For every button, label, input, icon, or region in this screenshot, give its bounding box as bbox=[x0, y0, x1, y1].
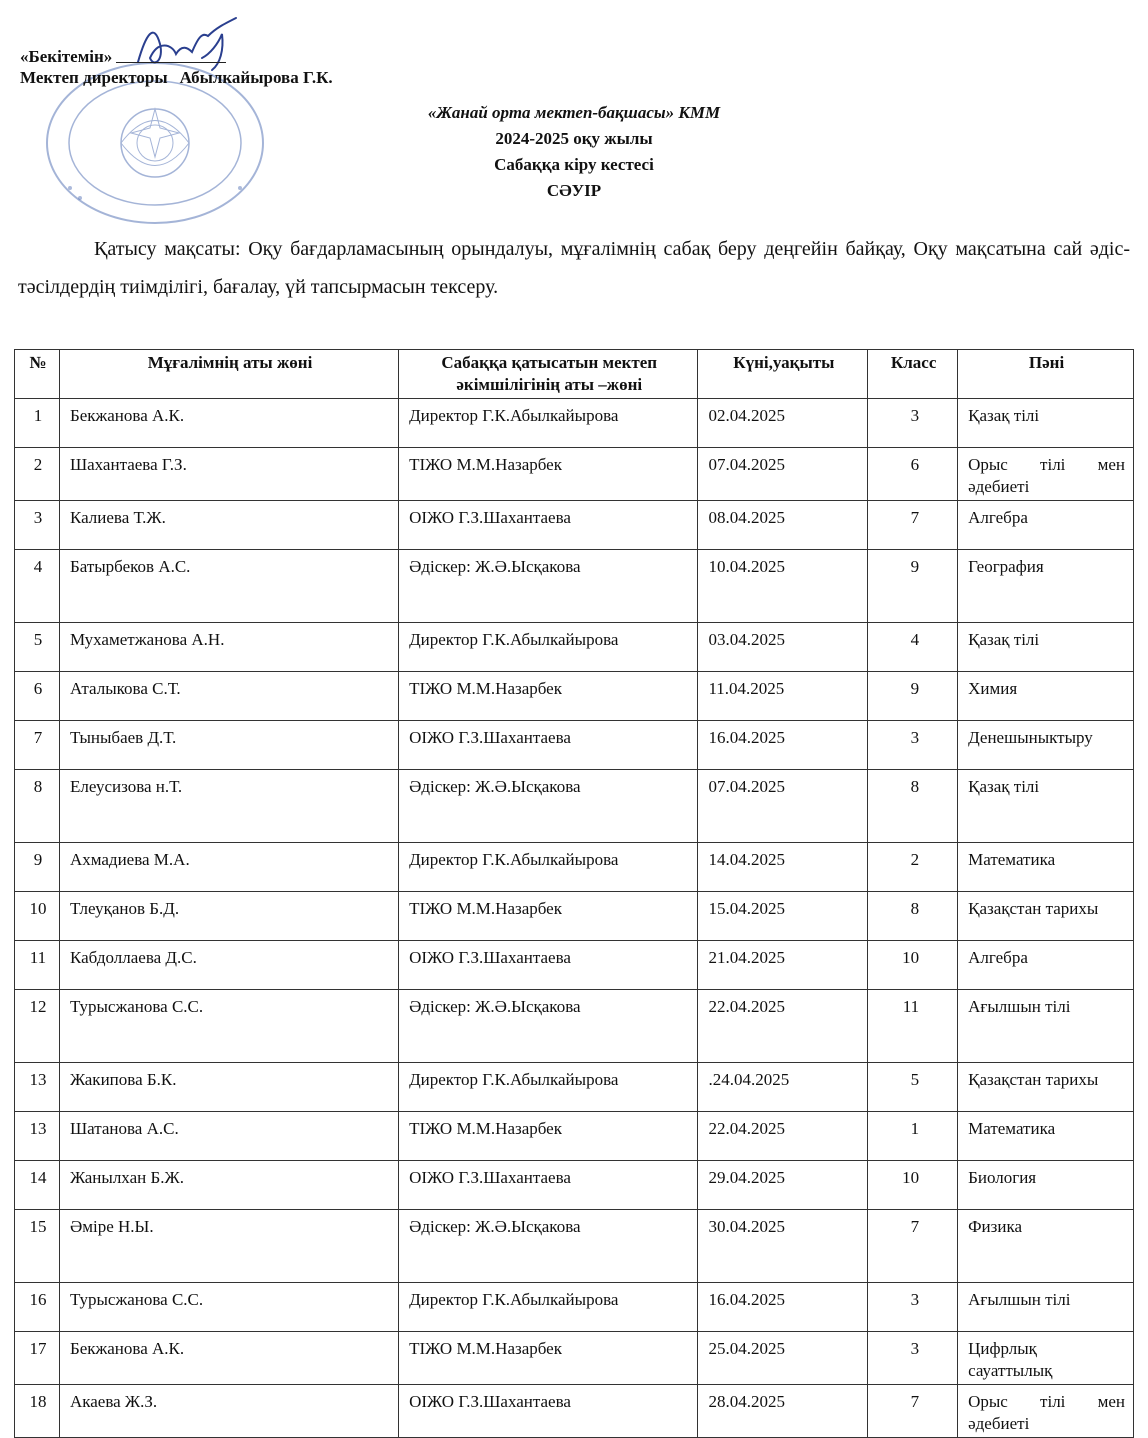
row-number: 8 bbox=[15, 770, 60, 843]
table-row bbox=[15, 770, 1134, 843]
header-admin: Сабаққа қатысатын мектеп әкімшілігінің аты –жөні bbox=[399, 350, 698, 399]
subject-name: Қазақстан тарихы bbox=[958, 1063, 1134, 1112]
table-row bbox=[15, 721, 1134, 770]
header-date: Күні,уақыты bbox=[698, 350, 868, 399]
admin-name: Әдіскер: Ж.Ә.Ысқакова bbox=[399, 990, 698, 1063]
subject-name: Ағылшын тілі bbox=[958, 1283, 1134, 1332]
visit-date: .24.04.2025 bbox=[698, 1063, 868, 1112]
subject-name: География bbox=[958, 550, 1134, 623]
table-row bbox=[15, 448, 1134, 501]
visit-date: 15.04.2025 bbox=[698, 892, 868, 941]
subject-name: Орыс тілі мен әдебиеті bbox=[958, 448, 1134, 501]
table-row bbox=[15, 1332, 1134, 1385]
teacher-name: Елеусизова н.Т. bbox=[59, 770, 398, 843]
admin-name: ТІЖО М.М.Назарбек bbox=[399, 1112, 698, 1161]
teacher-name: Тыныбаев Д.Т. bbox=[59, 721, 398, 770]
admin-name: ОІЖО Г.З.Шахантаева bbox=[399, 1161, 698, 1210]
class-number: 8 bbox=[868, 892, 958, 941]
table-row bbox=[15, 892, 1134, 941]
class-number: 10 bbox=[868, 941, 958, 990]
teacher-name: Турысжанова С.С. bbox=[59, 1283, 398, 1332]
visit-date: 02.04.2025 bbox=[698, 399, 868, 448]
class-number: 3 bbox=[868, 721, 958, 770]
organization-name: «Жанай орта мектеп-бақшасы» КММ bbox=[427, 103, 721, 122]
subject-name: Қазақ тілі bbox=[958, 770, 1134, 843]
admin-name: Директор Г.К.Абылкайырова bbox=[399, 399, 698, 448]
subject-name: Қазақ тілі bbox=[958, 399, 1134, 448]
subject-name: Математика bbox=[958, 843, 1134, 892]
row-number: 18 bbox=[15, 1385, 60, 1438]
row-number: 6 bbox=[15, 672, 60, 721]
row-number: 7 bbox=[15, 721, 60, 770]
visit-date: 03.04.2025 bbox=[698, 623, 868, 672]
school-year: 2024-2025 оқу жылы bbox=[495, 129, 653, 148]
admin-name: ТІЖО М.М.Назарбек bbox=[399, 892, 698, 941]
row-number: 12 bbox=[15, 990, 60, 1063]
admin-name: Әдіскер: Ж.Ә.Ысқакова bbox=[399, 550, 698, 623]
visit-date: 29.04.2025 bbox=[698, 1161, 868, 1210]
row-number: 17 bbox=[15, 1332, 60, 1385]
subject-name: Қазақстан тарихы bbox=[958, 892, 1134, 941]
subject-name: Ағылшын тілі bbox=[958, 990, 1134, 1063]
table-row bbox=[15, 1385, 1134, 1438]
row-number: 5 bbox=[15, 623, 60, 672]
admin-name: Директор Г.К.Абылкайырова bbox=[399, 1063, 698, 1112]
visit-date: 22.04.2025 bbox=[698, 990, 868, 1063]
subject-name: Химия bbox=[958, 672, 1134, 721]
document-title: Сабаққа кіру кестесі bbox=[494, 155, 654, 174]
teacher-name: Жанылхан Б.Ж. bbox=[59, 1161, 398, 1210]
visit-date: 21.04.2025 bbox=[698, 941, 868, 990]
visit-date: 14.04.2025 bbox=[698, 843, 868, 892]
table-row bbox=[15, 399, 1134, 448]
row-number: 15 bbox=[15, 1210, 60, 1283]
row-number: 9 bbox=[15, 843, 60, 892]
teacher-name: Бекжанова А.К. bbox=[59, 1332, 398, 1385]
document-heading bbox=[0, 100, 1148, 204]
table-row bbox=[15, 1161, 1134, 1210]
subject-name: Алгебра bbox=[958, 501, 1134, 550]
teacher-name: Батырбеков А.С. bbox=[59, 550, 398, 623]
header-subject: Пәні bbox=[958, 350, 1134, 399]
visit-date: 25.04.2025 bbox=[698, 1332, 868, 1385]
admin-name: Әдіскер: Ж.Ә.Ысқакова bbox=[399, 770, 698, 843]
header-class: Класс bbox=[868, 350, 958, 399]
admin-name: ТІЖО М.М.Назарбек bbox=[399, 448, 698, 501]
table-row bbox=[15, 623, 1134, 672]
schedule-table bbox=[14, 349, 1134, 1438]
teacher-name: Бекжанова А.К. bbox=[59, 399, 398, 448]
purpose-paragraph: Қатысу мақсаты: Оқу бағдарламасының орындалуы, мұғалімнің сабақ беру деңгейін байқау, Оқу мақсатына сай әдіс-тәсілдердің тиімділігі, бағалау, үй тапсырмасын тексеру. bbox=[18, 238, 1130, 298]
admin-name: ТІЖО М.М.Назарбек bbox=[399, 1332, 698, 1385]
class-number: 3 bbox=[868, 1332, 958, 1385]
class-number: 5 bbox=[868, 1063, 958, 1112]
class-number: 7 bbox=[868, 1210, 958, 1283]
subject-name: Орыс тілі мен әдебиеті bbox=[958, 1385, 1134, 1438]
row-number: 4 bbox=[15, 550, 60, 623]
visit-date: 16.04.2025 bbox=[698, 721, 868, 770]
teacher-name: Кабдоллаева Д.С. bbox=[59, 941, 398, 990]
row-number: 1 bbox=[15, 399, 60, 448]
class-number: 8 bbox=[868, 770, 958, 843]
approval-label: «Бекітемін» bbox=[20, 47, 113, 66]
visit-date: 16.04.2025 bbox=[698, 1283, 868, 1332]
admin-name: ТІЖО М.М.Назарбек bbox=[399, 672, 698, 721]
class-number: 4 bbox=[868, 623, 958, 672]
table-row bbox=[15, 1112, 1134, 1161]
row-number: 13 bbox=[15, 1112, 60, 1161]
table-row bbox=[15, 1063, 1134, 1112]
teacher-name: Акаева Ж.З. bbox=[59, 1385, 398, 1438]
class-number: 3 bbox=[868, 399, 958, 448]
admin-name: Директор Г.К.Абылкайырова bbox=[399, 623, 698, 672]
row-number: 16 bbox=[15, 1283, 60, 1332]
table-row bbox=[15, 1210, 1134, 1283]
row-number: 11 bbox=[15, 941, 60, 990]
subject-name: Денешыныктыру bbox=[958, 721, 1134, 770]
class-number: 3 bbox=[868, 1283, 958, 1332]
approval-block bbox=[20, 40, 333, 106]
teacher-name: Ахмадиева М.А. bbox=[59, 843, 398, 892]
class-number: 6 bbox=[868, 448, 958, 501]
teacher-name: Жакипова Б.К. bbox=[59, 1063, 398, 1112]
row-number: 13 bbox=[15, 1063, 60, 1112]
subject-name: Алгебра bbox=[958, 941, 1134, 990]
admin-name: ОІЖО Г.З.Шахантаева bbox=[399, 941, 698, 990]
teacher-name: Шахантаева Г.З. bbox=[59, 448, 398, 501]
month-title: СӘУІР bbox=[546, 181, 602, 200]
table-row bbox=[15, 1283, 1134, 1332]
visit-date: 10.04.2025 bbox=[698, 550, 868, 623]
class-number: 1 bbox=[868, 1112, 958, 1161]
admin-name: ОІЖО Г.З.Шахантаева bbox=[399, 721, 698, 770]
row-number: 2 bbox=[15, 448, 60, 501]
table-row bbox=[15, 941, 1134, 990]
teacher-name: Тлеуқанов Б.Д. bbox=[59, 892, 398, 941]
class-number: 7 bbox=[868, 1385, 958, 1438]
row-number: 14 bbox=[15, 1161, 60, 1210]
class-number: 10 bbox=[868, 1161, 958, 1210]
visit-date: 07.04.2025 bbox=[698, 448, 868, 501]
teacher-name: Турысжанова С.С. bbox=[59, 990, 398, 1063]
class-number: 2 bbox=[868, 843, 958, 892]
table-row bbox=[15, 990, 1134, 1063]
admin-name: Директор Г.К.Абылкайырова bbox=[399, 843, 698, 892]
visit-date: 07.04.2025 bbox=[698, 770, 868, 843]
director-name: Абылкайырова Г.К. bbox=[179, 68, 333, 87]
subject-name: Цифрлық сауаттылық bbox=[958, 1332, 1134, 1385]
subject-name: Биология bbox=[958, 1161, 1134, 1210]
table-row bbox=[15, 550, 1134, 623]
table-header-row bbox=[15, 350, 1134, 399]
visit-date: 11.04.2025 bbox=[698, 672, 868, 721]
admin-name: Директор Г.К.Абылкайырова bbox=[399, 1283, 698, 1332]
teacher-name: Калиева Т.Ж. bbox=[59, 501, 398, 550]
row-number: 10 bbox=[15, 892, 60, 941]
table-row bbox=[15, 501, 1134, 550]
teacher-name: Шатанова А.С. bbox=[59, 1112, 398, 1161]
admin-name: ОІЖО Г.З.Шахантаева bbox=[399, 1385, 698, 1438]
class-number: 9 bbox=[868, 672, 958, 721]
class-number: 9 bbox=[868, 550, 958, 623]
header-teacher: Мұғалімнің аты жөні bbox=[59, 350, 398, 399]
subject-name: Математика bbox=[958, 1112, 1134, 1161]
admin-name: Әдіскер: Ж.Ә.Ысқакова bbox=[399, 1210, 698, 1283]
subject-name: Қазақ тілі bbox=[958, 623, 1134, 672]
visit-date: 30.04.2025 bbox=[698, 1210, 868, 1283]
class-number: 7 bbox=[868, 501, 958, 550]
table-row bbox=[15, 672, 1134, 721]
table-row bbox=[15, 843, 1134, 892]
visit-date: 28.04.2025 bbox=[698, 1385, 868, 1438]
visit-date: 22.04.2025 bbox=[698, 1112, 868, 1161]
teacher-name: Аталыкова С.Т. bbox=[59, 672, 398, 721]
subject-name: Физика bbox=[958, 1210, 1134, 1283]
header-number: № bbox=[15, 350, 60, 399]
visit-date: 08.04.2025 bbox=[698, 501, 868, 550]
director-title: Мектеп директоры bbox=[20, 68, 168, 87]
row-number: 3 bbox=[15, 501, 60, 550]
teacher-name: Мухаметжанова А.Н. bbox=[59, 623, 398, 672]
class-number: 11 bbox=[868, 990, 958, 1063]
admin-name: ОІЖО Г.З.Шахантаева bbox=[399, 501, 698, 550]
teacher-name: Әміре Н.Ы. bbox=[59, 1210, 398, 1283]
